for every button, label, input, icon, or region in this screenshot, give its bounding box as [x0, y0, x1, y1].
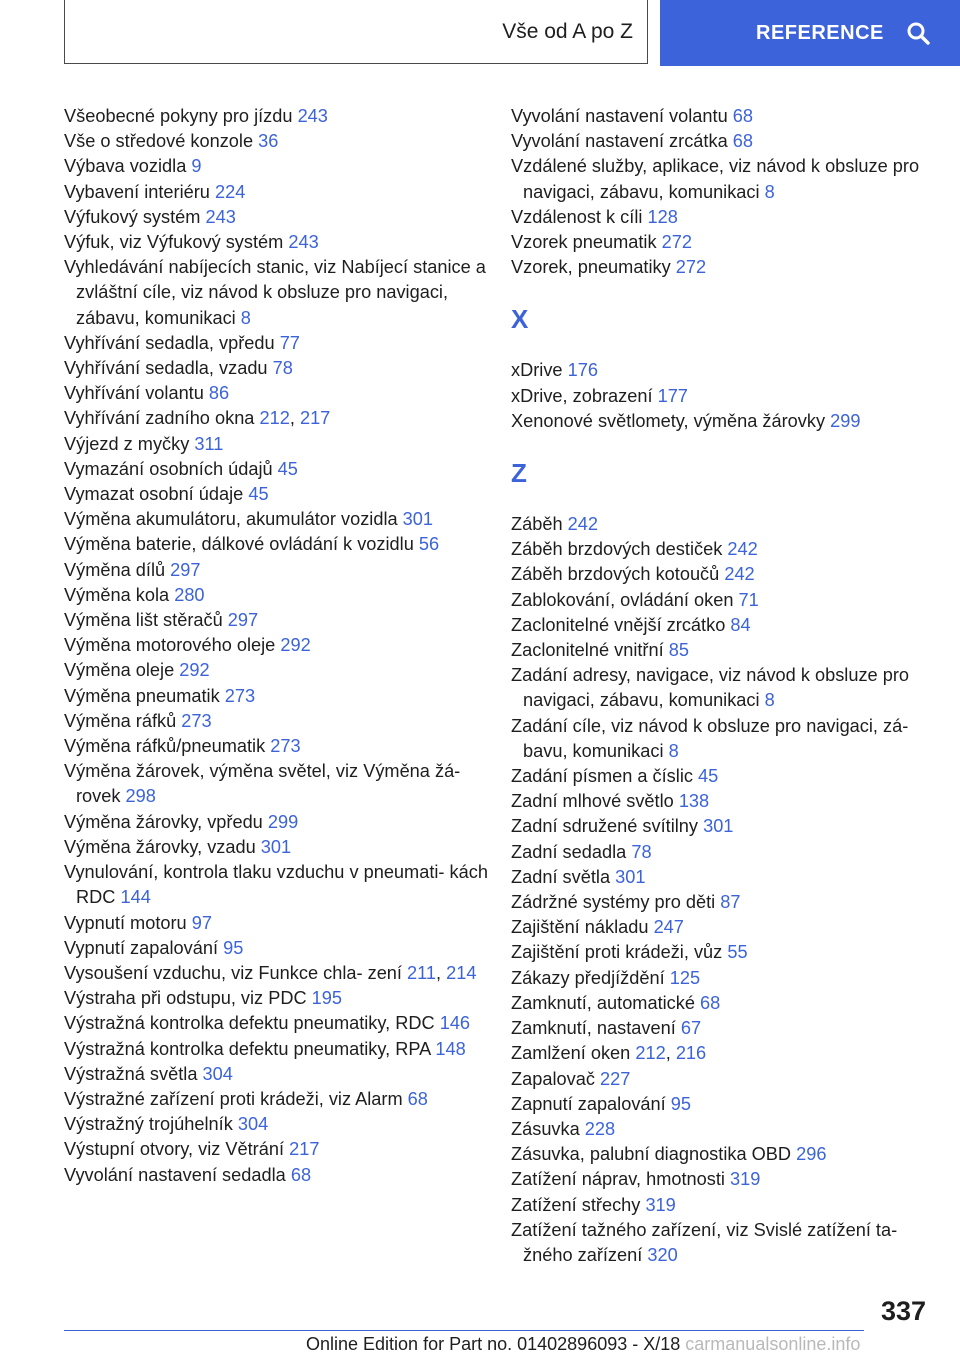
- index-entry: [64, 432, 488, 457]
- page-link[interactable]: 297: [170, 559, 201, 580]
- page-link[interactable]: 211: [407, 962, 437, 983]
- index-entry: [64, 205, 488, 230]
- header-bar: [0, 0, 960, 66]
- index-entry-text: Zamknutí, automatické: [511, 992, 701, 1013]
- page-link[interactable]: 299: [267, 811, 299, 832]
- page-link[interactable]: 217: [299, 408, 331, 429]
- index-entry: [511, 1167, 931, 1192]
- page-link[interactable]: 301: [703, 816, 734, 837]
- index-entry: [64, 1112, 488, 1137]
- index-entry-text: Zádržné systémy pro děti: [511, 892, 721, 913]
- index-entry: [64, 104, 488, 129]
- page-link[interactable]: 125: [669, 967, 701, 988]
- index-entry: [64, 1011, 488, 1036]
- page-link[interactable]: 292: [280, 635, 311, 656]
- index-entry-text: Zadání cíle, viz návod k obsluze pro navigaci, zá- bavu, komunikaci: [511, 715, 909, 761]
- index-entry-text: xDrive, zobrazení: [511, 385, 658, 406]
- index-entry-text: Zablokování, ovládání oken: [511, 589, 739, 610]
- index-entry: [511, 991, 931, 1016]
- index-entry: [64, 532, 488, 557]
- index-entry-text: Zamlžení oken: [511, 1043, 636, 1064]
- index-entry: [511, 840, 931, 865]
- index-entry-text: Vzorek pneumatik: [511, 232, 662, 253]
- index-entry: [511, 1218, 931, 1268]
- page-link[interactable]: 8: [764, 690, 775, 711]
- index-entry: [64, 230, 488, 255]
- index-letter-z: Z: [511, 458, 527, 489]
- page-link[interactable]: 138: [678, 791, 710, 812]
- index-entry-text: Vyhřívání volantu: [64, 383, 209, 404]
- index-entry-text: Vzdálenost k cíli: [511, 206, 648, 227]
- index-entry-text: Výjezd z myčky: [64, 433, 195, 454]
- index-entry: [64, 658, 488, 683]
- index-entry: [64, 482, 488, 507]
- page-link[interactable]: 273: [270, 736, 301, 757]
- index-entry-text: Výbava vozidla: [64, 156, 192, 177]
- index-entry-text: Výfuk, viz Výfukový systém: [64, 232, 289, 253]
- index-entry-text: Zatížení střechy: [511, 1194, 646, 1215]
- index-entry: [64, 1062, 488, 1087]
- index-entry: [511, 613, 931, 638]
- section-title: Vše od A po Z: [502, 19, 633, 43]
- index-entry: [64, 180, 488, 205]
- index-entry-text: Výstupní otvory, viz Větrání: [64, 1139, 290, 1160]
- page-number: 337: [880, 1296, 926, 1326]
- index-entry-text: Výměna pneumatik: [64, 685, 225, 706]
- index-entry-text: Výměna žárovky, vzadu: [64, 836, 261, 857]
- index-entry-text: Zatížení náprav, hmotnosti: [511, 1169, 731, 1190]
- index-entry: [511, 638, 931, 663]
- index-entry: [64, 507, 488, 532]
- index-entry: [64, 583, 488, 608]
- index-entry-text: Vyhřívání sedadla, vzadu: [64, 358, 273, 379]
- index-entry-text: Výfukový systém: [64, 206, 206, 227]
- index-entry: [511, 865, 931, 890]
- index-entry: [64, 633, 488, 658]
- index-column-right: [511, 104, 931, 1268]
- page-link[interactable]: 242: [724, 564, 755, 585]
- index-entry-text: Výstražný trojúhelník: [64, 1114, 238, 1135]
- page-link[interactable]: 296: [796, 1144, 827, 1165]
- index-entry: [64, 255, 488, 331]
- index-entry-text: Vyhřívání zadního okna: [64, 408, 260, 429]
- index-entry: [511, 104, 931, 129]
- reference-label: REFERENCE: [756, 21, 884, 44]
- index-entry: [64, 684, 488, 709]
- index-entry: [511, 205, 931, 230]
- page-link[interactable]: 214: [446, 962, 477, 983]
- watermark: carmanualsonline.info: [685, 1334, 861, 1354]
- page-link[interactable]: 45: [277, 458, 298, 479]
- index-entry: [511, 789, 931, 814]
- page-link[interactable]: 297: [227, 610, 259, 631]
- index-entry: [64, 154, 488, 179]
- page-link[interactable]: 148: [435, 1038, 466, 1059]
- index-entry: [511, 714, 931, 764]
- page-link[interactable]: 77: [279, 332, 300, 353]
- page-link[interactable]: 8: [668, 740, 679, 761]
- page-link[interactable]: 68: [732, 106, 753, 126]
- index-entry-text: Vynulování, kontrola tlaku vzduchu v pneumati- kách RDC: [64, 862, 488, 908]
- index-entry-text: Vypnutí motoru: [64, 912, 192, 933]
- page-link[interactable]: 95: [223, 937, 244, 958]
- index-entry-text: Záběh: [511, 514, 568, 535]
- index-entry: [511, 764, 931, 789]
- index-entry: [64, 608, 488, 633]
- index-entry-text: Vypnutí zapalování: [64, 937, 224, 958]
- page-link[interactable]: 45: [698, 766, 719, 787]
- index-entry-text: Výměna žárovek, výměna světel, viz Výměna žá- rovek: [64, 761, 461, 807]
- page-link[interactable]: 146: [439, 1013, 471, 1034]
- index-entry-text: Vyhřívání sedadla, vpředu: [64, 332, 280, 353]
- page-link[interactable]: 242: [727, 539, 758, 560]
- index-letter-x: X: [511, 304, 529, 335]
- index-entry-text: Zadní sdružené svítilny: [511, 816, 704, 837]
- page-link[interactable]: 301: [615, 866, 646, 887]
- page-link[interactable]: 227: [599, 1068, 631, 1089]
- page-link[interactable]: 68: [732, 131, 753, 152]
- index-group-z: [511, 512, 931, 1268]
- index-entry: [64, 835, 488, 860]
- index-entry-text: Vzorek, pneumatiky: [511, 257, 676, 278]
- index-entry-text: Zadní sedadla: [511, 841, 632, 862]
- page-link[interactable]: 55: [727, 942, 748, 963]
- page-link[interactable]: 71: [738, 589, 759, 610]
- index-entry: Zamlžení oken 212, 216: [511, 1043, 707, 1064]
- index-entry: [64, 457, 488, 482]
- index-entry: [511, 562, 931, 587]
- index-entry: [511, 512, 931, 537]
- page-link[interactable]: 224: [214, 181, 246, 202]
- index-entry: [511, 1092, 931, 1117]
- page-link[interactable]: 247: [653, 917, 684, 938]
- page-link[interactable]: 272: [661, 232, 692, 253]
- page-link[interactable]: 217: [289, 1139, 320, 1160]
- page-link[interactable]: 212: [635, 1043, 666, 1064]
- page-link[interactable]: 45: [248, 484, 269, 505]
- index-entry-text: Zaclonitelné vnější zrcátko: [511, 614, 731, 635]
- index-entry: [64, 1163, 488, 1188]
- index-entry-text: Vymazat osobní údaje: [64, 484, 249, 505]
- page-link[interactable]: 78: [631, 841, 652, 862]
- index-entry-text: Zaclonitelné vnitřní: [511, 640, 669, 661]
- index-entry-text: Vyhledávání nabíjecích stanic, viz Nabíjecí stanice a zvláštní cíle, viz návod k obsluze pro navigaci, zábavu, komunikaci: [64, 257, 486, 328]
- index-entry: [64, 331, 488, 356]
- index-entry: [511, 1067, 931, 1092]
- page-link[interactable]: 176: [567, 360, 598, 381]
- index-group-v: [511, 104, 931, 280]
- page-link[interactable]: 8: [240, 307, 251, 328]
- index-entry-text: Výstraha při odstupu, viz PDC: [64, 988, 312, 1009]
- index-group-x: [511, 358, 931, 434]
- page-link[interactable]: 228: [584, 1118, 616, 1139]
- index-entry: [511, 154, 931, 204]
- index-entry: [511, 890, 931, 915]
- page-link[interactable]: 273: [224, 685, 256, 706]
- index-entry: [511, 409, 931, 434]
- index-entry-text: Zajištění proti krádeži, vůz: [511, 942, 728, 963]
- page-link[interactable]: 86: [208, 383, 230, 404]
- index-entry-text: Zajištění nákladu: [511, 917, 654, 938]
- page-link[interactable]: 272: [675, 257, 707, 278]
- page-link[interactable]: 85: [668, 640, 689, 661]
- index-entry: [64, 759, 488, 809]
- index-entry: [64, 734, 488, 759]
- index-entry-text: Zapnutí zapalování: [511, 1093, 671, 1114]
- index-entry-text: Všeobecné pokyny pro jízdu: [64, 106, 298, 126]
- index-entry: [64, 1087, 488, 1112]
- index-entry: [511, 588, 931, 613]
- index-entry: [64, 381, 488, 406]
- index-entry-text: Zapalovač: [511, 1068, 600, 1089]
- index-entry-text: Zásuvka: [511, 1118, 585, 1139]
- page-link[interactable]: 280: [174, 584, 205, 605]
- index-entry-text: Záběh brzdových destiček: [511, 539, 728, 560]
- index-entry: [64, 356, 488, 381]
- footer: [306, 1334, 860, 1355]
- index-entry-text: Zatížení tažného zařízení, viz Svislé zatížení ta- žného zařízení: [511, 1219, 898, 1265]
- index-entry-text: Výstražná kontrolka defektu pneumatiky, RPA: [64, 1038, 436, 1059]
- page-link[interactable]: 68: [290, 1164, 312, 1185]
- index-entry: Vysoušení vzduchu, viz Funkce chla- zení 211, 214: [64, 962, 477, 983]
- page-link[interactable]: 301: [402, 509, 434, 530]
- index-entry: [511, 966, 931, 991]
- index-entry: [511, 230, 931, 255]
- search-icon[interactable]: [906, 21, 930, 45]
- index-entry-text: Záběh brzdových kotoučů: [511, 564, 725, 585]
- page-link[interactable]: 216: [675, 1043, 707, 1064]
- index-entry-text: Vzdálené služby, aplikace, viz návod k obsluze pro navigaci, zábavu, komunikaci: [511, 156, 920, 202]
- page-link[interactable]: 304: [237, 1114, 269, 1135]
- index-entry: [511, 663, 931, 713]
- index-entry-text: Výměna motorového oleje: [64, 635, 281, 656]
- index-entry: [511, 358, 931, 383]
- page-link[interactable]: 67: [680, 1018, 702, 1039]
- index-entry-text: Xenonové světlomety, výměna žárovky: [511, 410, 831, 431]
- index-entry-text: Vysoušení vzduchu, viz Funkce chla- zení: [64, 962, 408, 983]
- index-entry-text: Výměna dílů: [64, 559, 171, 580]
- page-link[interactable]: 298: [125, 786, 156, 807]
- page-link[interactable]: 68: [407, 1088, 428, 1109]
- index-entry: [511, 1193, 931, 1218]
- index-entry-text: Vyvolání nastavení zrcátka: [511, 131, 733, 152]
- page-link[interactable]: 36: [258, 131, 279, 152]
- page-link[interactable]: 319: [730, 1169, 761, 1190]
- page-link[interactable]: 242: [567, 514, 598, 535]
- index-entry: [64, 911, 488, 936]
- page-link[interactable]: 243: [205, 206, 236, 227]
- page-link[interactable]: 97: [191, 912, 212, 933]
- page-link[interactable]: 273: [181, 710, 212, 731]
- index-entry-text: Zadání písmen a číslic: [511, 766, 699, 787]
- index-entry: [64, 558, 488, 583]
- page-link[interactable]: 78: [272, 358, 293, 379]
- index-entry-text: Zamknutí, nastavení: [511, 1018, 681, 1039]
- index-entry-text: Výměna žárovky, vpředu: [64, 811, 268, 832]
- index-entry-text: Výstražná světla: [64, 1063, 203, 1084]
- index-entry: [64, 936, 488, 961]
- page-link[interactable]: 299: [830, 410, 861, 431]
- index-entry-text: Výměna kola: [64, 584, 175, 605]
- page-link[interactable]: 95: [670, 1093, 691, 1114]
- index-entry-text: Vyvolání nastavení volantu: [511, 106, 733, 126]
- index-entry-text: Výstražné zařízení proti krádeži, viz Alarm: [64, 1088, 408, 1109]
- index-entry-text: Výměna oleje: [64, 660, 180, 681]
- index-entry-text: Zákazy předjíždění: [511, 967, 670, 988]
- index-entry-text: Výměna akumulátoru, akumulátor vozidla: [64, 509, 403, 530]
- page-link[interactable]: 311: [194, 433, 224, 454]
- index-entry: [64, 1137, 488, 1162]
- index-entry: [511, 940, 931, 965]
- index-entry: [511, 255, 931, 280]
- index-entry: [64, 709, 488, 734]
- index-entry-text: Zásuvka, palubní diagnostika OBD: [511, 1144, 797, 1165]
- page-link[interactable]: 8: [764, 181, 775, 202]
- index-entry: [511, 814, 931, 839]
- index-entry: [64, 986, 488, 1011]
- index-entry: [64, 860, 488, 910]
- page-link[interactable]: 212: [259, 408, 290, 429]
- page-link[interactable]: 320: [647, 1244, 678, 1265]
- index-entry: [64, 810, 488, 835]
- index-entry-text: Vybavení interiéru: [64, 181, 215, 202]
- page-link[interactable]: 84: [730, 614, 751, 635]
- index-entry-text: Vyvolání nastavení sedadla: [64, 1164, 291, 1185]
- index-entry-text: Výměna lišt stěračů: [64, 610, 228, 631]
- page-link[interactable]: 292: [179, 660, 210, 681]
- page-link[interactable]: 177: [657, 385, 688, 406]
- page-link[interactable]: 9: [191, 156, 202, 177]
- page-link[interactable]: 301: [260, 836, 292, 857]
- page-link[interactable]: 319: [645, 1194, 676, 1215]
- index-entry-text: Výměna baterie, dálkové ovládání k vozidlu: [64, 534, 419, 555]
- index-entry: [511, 537, 931, 562]
- page-link[interactable]: 144: [120, 887, 151, 908]
- index-entry-text: Zadání adresy, navigace, viz návod k obsluze pro navigaci, zábavu, komunikaci: [511, 665, 909, 711]
- footer-divider: [64, 1330, 864, 1331]
- index-entry: [511, 1016, 931, 1041]
- page-link[interactable]: 56: [418, 534, 440, 555]
- index-column-left: [64, 104, 488, 1188]
- index-entry: [64, 129, 488, 154]
- page-link[interactable]: 68: [700, 992, 721, 1013]
- page-link[interactable]: 195: [311, 988, 343, 1009]
- reference-tab[interactable]: [660, 0, 960, 66]
- page-link[interactable]: 304: [202, 1063, 233, 1084]
- page-link[interactable]: 128: [647, 206, 678, 227]
- footer-edition: Online Edition for Part no. 01402896093 - X/18: [306, 1334, 681, 1354]
- page-link[interactable]: 243: [297, 106, 328, 126]
- index-entry-text: Výměna ráfků/pneumatik: [64, 736, 271, 757]
- index-entry-text: Zadní světla: [511, 866, 616, 887]
- index-entry: [64, 1037, 488, 1062]
- section-tab[interactable]: [64, 0, 648, 64]
- index-entry: [511, 384, 931, 409]
- index-entry: [511, 1142, 931, 1167]
- index-entry: [511, 129, 931, 154]
- index-entry-text: Vše o středové konzole: [64, 131, 259, 152]
- index-entry-text: xDrive: [511, 360, 568, 381]
- index-entry: [511, 1117, 931, 1142]
- index-entry-text: Vymazání osobních údajů: [64, 458, 278, 479]
- page-link[interactable]: 243: [288, 232, 319, 253]
- index-entry: Vyhřívání zadního okna 212, 217: [64, 408, 331, 429]
- index-entry-text: Zadní mlhové světlo: [511, 791, 679, 812]
- index-entry: [511, 915, 931, 940]
- page-link[interactable]: 87: [720, 892, 741, 913]
- index-entry-text: Výměna ráfků: [64, 710, 182, 731]
- index-entry-text: Výstražná kontrolka defektu pneumatiky, RDC: [64, 1013, 440, 1034]
